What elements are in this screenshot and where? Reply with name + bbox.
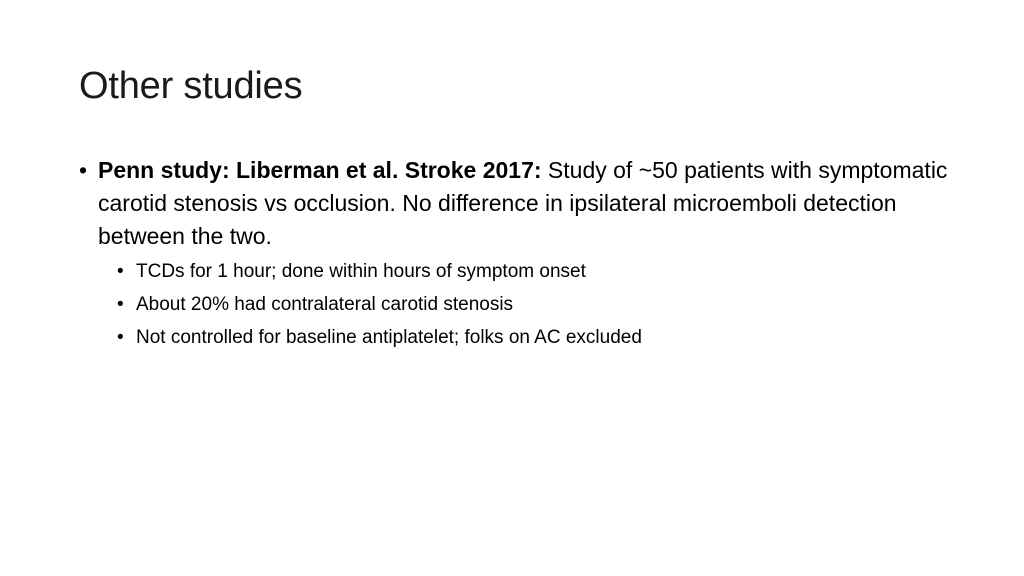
bullet-item	[79, 154, 949, 253]
sub-bullet-item	[117, 288, 949, 321]
sub-bullet-text: About 20% had contralateral carotid stenosis	[136, 294, 514, 315]
sub-bullet-icon: •	[117, 327, 124, 348]
bullet-body-text: Study of ~50 patients with symptomatic carotid stenosis vs occlusion. No difference in ipsilateral microemboli detection between the two.	[98, 157, 948, 249]
sub-bullet-icon: •	[117, 261, 124, 282]
slide-title: Other studies	[79, 65, 303, 107]
sub-bullet-item	[117, 255, 949, 288]
bullet-lead-text: Penn study: Liberman et al. Stroke 2017:	[98, 157, 542, 183]
sub-bullet-text: TCDs for 1 hour; done within hours of symptom onset	[136, 261, 586, 282]
sub-bullet-icon: •	[117, 294, 124, 315]
bullet-icon: •	[79, 157, 88, 183]
slide-content	[79, 154, 949, 354]
sub-bullet-list	[79, 255, 949, 354]
sub-bullet-text: Not controlled for baseline antiplatelet; folks on AC excluded	[136, 327, 642, 348]
sub-bullet-item	[117, 321, 949, 354]
